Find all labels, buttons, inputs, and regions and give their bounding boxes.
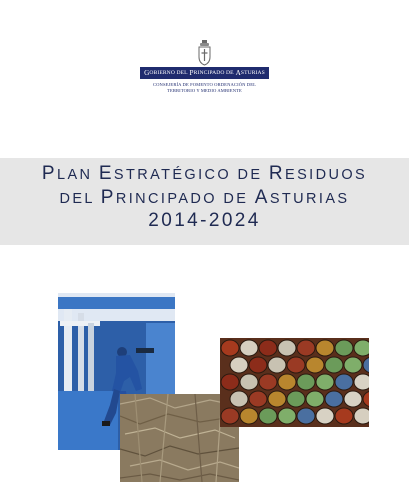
drum-end bbox=[259, 408, 277, 424]
title-band bbox=[0, 158, 409, 245]
drum-end bbox=[354, 408, 369, 424]
drum-end bbox=[316, 374, 334, 390]
drum-end bbox=[335, 408, 353, 424]
drum-end bbox=[287, 391, 305, 407]
drum-end bbox=[344, 357, 362, 373]
title-word: DEL bbox=[59, 191, 101, 207]
title-initial: E bbox=[98, 163, 114, 184]
drum-end bbox=[240, 340, 258, 356]
title-initial: R bbox=[268, 163, 286, 184]
drum-end bbox=[325, 357, 343, 373]
title-word: ESIDUOS bbox=[285, 167, 368, 183]
title-line-1 bbox=[0, 163, 409, 185]
stacked-drums-photo bbox=[220, 338, 369, 427]
drum-end bbox=[297, 340, 315, 356]
title-word: STURIAS bbox=[269, 191, 350, 207]
title-initial: P bbox=[100, 187, 116, 208]
drum-end bbox=[259, 340, 277, 356]
drum-end bbox=[240, 374, 258, 390]
drum-end bbox=[354, 374, 369, 390]
department-line-2: TERRITORIO Y MEDIO AMBIENTE bbox=[167, 88, 242, 93]
drum-end bbox=[354, 340, 369, 356]
gov-initial: G bbox=[144, 69, 150, 77]
drum-end bbox=[249, 391, 267, 407]
coat-of-arms-icon bbox=[197, 40, 212, 66]
drum-end bbox=[316, 408, 334, 424]
government-name-banner bbox=[140, 67, 269, 79]
drum-end bbox=[240, 408, 258, 424]
drum-end bbox=[306, 391, 324, 407]
drum-end bbox=[230, 391, 248, 407]
gov-initial: P bbox=[189, 69, 194, 77]
drum-end bbox=[268, 391, 286, 407]
drum-end bbox=[335, 340, 353, 356]
drum-end bbox=[249, 357, 267, 373]
drum-end bbox=[344, 391, 362, 407]
department-line-1: CONSEJERÍA DE FOMENTO ORDENACIÓN DEL bbox=[152, 82, 257, 87]
title-initial: A bbox=[254, 187, 270, 208]
drum-end bbox=[316, 340, 334, 356]
drum-end bbox=[259, 374, 277, 390]
drum-end bbox=[297, 374, 315, 390]
department-name bbox=[140, 82, 269, 94]
drum-end bbox=[221, 374, 239, 390]
drum-end bbox=[230, 357, 248, 373]
drum-end bbox=[287, 357, 305, 373]
title-word: LAN bbox=[56, 167, 99, 183]
gov-initial: A bbox=[235, 69, 241, 77]
title-line-2 bbox=[0, 187, 409, 209]
drum-end bbox=[335, 374, 353, 390]
gov-word: RINCIPADO DE bbox=[193, 70, 234, 76]
title-years: 2014-2024 bbox=[148, 210, 261, 231]
title-word: STRATÉGICO DE bbox=[113, 167, 269, 183]
drum-end bbox=[278, 340, 296, 356]
gov-word: STURIAS bbox=[240, 70, 265, 76]
drum-end bbox=[306, 357, 324, 373]
title-initial: P bbox=[41, 163, 57, 184]
drum-end bbox=[221, 408, 239, 424]
drum-end bbox=[325, 391, 343, 407]
drum-end bbox=[268, 357, 286, 373]
drum-end bbox=[278, 374, 296, 390]
drum-end bbox=[221, 340, 239, 356]
title-word: RINCIPADO DE bbox=[115, 191, 255, 207]
drum-end bbox=[297, 408, 315, 424]
drum-end bbox=[278, 408, 296, 424]
gov-word: OBIERNO DEL bbox=[149, 70, 188, 76]
